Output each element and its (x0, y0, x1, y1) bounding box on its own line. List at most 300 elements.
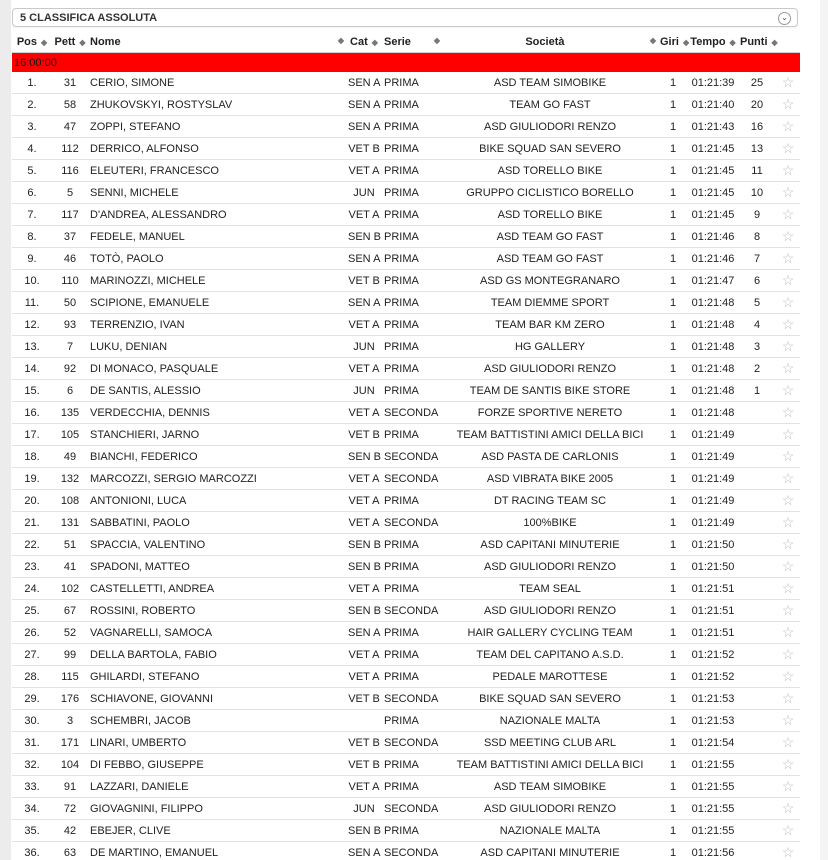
left-gutter (0, 0, 11, 860)
table-row[interactable] (12, 644, 800, 666)
time-cell: 01:21:49 (688, 490, 738, 512)
name-cell: CASTELLETTI, ANDREA (88, 578, 346, 600)
position-cell: 26. (12, 622, 52, 644)
table-row[interactable] (12, 446, 800, 468)
star-icon[interactable]: ☆ (776, 424, 800, 446)
points-cell (738, 732, 776, 754)
table-row[interactable] (12, 226, 800, 248)
name-cell: EBEJER, CLIVE (88, 820, 346, 842)
category-cell: SEN A (346, 842, 382, 860)
star-icon[interactable]: ☆ (776, 314, 800, 336)
position-cell: 21. (12, 512, 52, 534)
team-cell: TEAM DIEMME SPORT (442, 292, 658, 314)
laps-cell: 1 (658, 138, 688, 160)
category-cell: SEN B (346, 226, 382, 248)
table-row[interactable] (12, 468, 800, 490)
table-row[interactable] (12, 314, 800, 336)
category-cell: VET A (346, 358, 382, 380)
results-table (12, 32, 800, 860)
position-cell: 15. (12, 380, 52, 402)
star-icon[interactable]: ☆ (776, 204, 800, 226)
star-icon[interactable]: ☆ (776, 380, 800, 402)
table-row[interactable] (12, 490, 800, 512)
name-cell: SCHIAVONE, GIOVANNI (88, 688, 346, 710)
position-cell: 30. (12, 710, 52, 732)
star-icon[interactable]: ☆ (776, 578, 800, 600)
star-icon[interactable]: ☆ (776, 798, 800, 820)
table-row[interactable] (12, 600, 800, 622)
laps-cell: 1 (658, 820, 688, 842)
table-row[interactable] (12, 754, 800, 776)
table-row[interactable] (12, 622, 800, 644)
laps-cell: 1 (658, 490, 688, 512)
star-icon[interactable]: ☆ (776, 226, 800, 248)
position-cell: 31. (12, 732, 52, 754)
laps-cell: 1 (658, 270, 688, 292)
team-cell: ASD GS MONTEGRANARO (442, 270, 658, 292)
points-cell (738, 578, 776, 600)
series-cell: SECONDA (382, 732, 442, 754)
series-cell: PRIMA (382, 754, 442, 776)
series-cell: PRIMA (382, 776, 442, 798)
series-cell: PRIMA (382, 490, 442, 512)
laps-cell: 1 (658, 358, 688, 380)
table-row[interactable] (12, 358, 800, 380)
series-cell: PRIMA (382, 182, 442, 204)
name-cell: ANTONIONI, LUCA (88, 490, 346, 512)
time-cell: 01:21:52 (688, 644, 738, 666)
time-cell: 01:21:48 (688, 314, 738, 336)
position-cell: 4. (12, 138, 52, 160)
name-cell: DE SANTIS, ALESSIO (88, 380, 346, 402)
star-icon[interactable]: ☆ (776, 776, 800, 798)
laps-cell: 1 (658, 94, 688, 116)
points-cell: 8 (738, 226, 776, 248)
time-cell: 01:21:48 (688, 380, 738, 402)
category-cell: SEN B (346, 534, 382, 556)
name-cell: LINARI, UMBERTO (88, 732, 346, 754)
sort-icon[interactable]: ◆ (433, 36, 440, 45)
team-cell: ASD PASTA DE CARLONIS (442, 446, 658, 468)
star-icon[interactable]: ☆ (776, 270, 800, 292)
points-cell (738, 688, 776, 710)
category-cell: VET B (346, 138, 382, 160)
points-cell (738, 446, 776, 468)
team-cell: DT RACING TEAM SC (442, 490, 658, 512)
position-cell: 16. (12, 402, 52, 424)
star-icon[interactable]: ☆ (776, 556, 800, 578)
col-header-favorite (776, 32, 800, 53)
series-cell: PRIMA (382, 644, 442, 666)
series-cell: PRIMA (382, 424, 442, 446)
category-cell: SEN B (346, 820, 382, 842)
name-cell: DE MARTINO, EMANUEL (88, 842, 346, 860)
points-cell (738, 424, 776, 446)
position-cell: 29. (12, 688, 52, 710)
table-row[interactable] (12, 72, 800, 94)
sort-icon[interactable]: ◆ (771, 38, 778, 47)
team-cell: TEAM DEL CAPITANO A.S.D. (442, 644, 658, 666)
position-cell: 22. (12, 534, 52, 556)
time-cell: 01:21:56 (688, 842, 738, 860)
time-cell: 01:21:55 (688, 776, 738, 798)
time-cell: 01:21:49 (688, 468, 738, 490)
table-row[interactable] (12, 666, 800, 688)
star-icon[interactable]: ☆ (776, 446, 800, 468)
star-icon[interactable]: ☆ (776, 688, 800, 710)
table-row[interactable] (12, 138, 800, 160)
category-cell: JUN (346, 380, 382, 402)
star-icon[interactable]: ☆ (776, 468, 800, 490)
category-cell: SEN B (346, 446, 382, 468)
laps-cell: 1 (658, 182, 688, 204)
team-cell: NAZIONALE MALTA (442, 820, 658, 842)
star-icon[interactable]: ☆ (776, 644, 800, 666)
star-icon[interactable]: ☆ (776, 292, 800, 314)
position-cell: 25. (12, 600, 52, 622)
table-row[interactable] (12, 424, 800, 446)
star-icon[interactable]: ☆ (776, 72, 800, 94)
col-header-pett[interactable]: Pett ◆ (52, 32, 88, 53)
series-cell: SECONDA (382, 402, 442, 424)
points-cell (738, 512, 776, 534)
bib-cell: 47 (52, 116, 88, 138)
bib-cell: 117 (52, 204, 88, 226)
time-cell: 01:21:50 (688, 534, 738, 556)
col-header-nome[interactable]: Nome ◆ (88, 32, 346, 53)
bib-cell: 110 (52, 270, 88, 292)
bib-cell: 115 (52, 666, 88, 688)
star-icon[interactable]: ☆ (776, 666, 800, 688)
table-row[interactable] (12, 578, 800, 600)
col-header-cat[interactable]: Cat ◆ (346, 32, 382, 53)
laps-cell: 1 (658, 512, 688, 534)
star-icon[interactable]: ☆ (776, 402, 800, 424)
star-icon[interactable]: ☆ (776, 182, 800, 204)
series-cell: PRIMA (382, 292, 442, 314)
star-icon[interactable]: ☆ (776, 336, 800, 358)
star-icon[interactable]: ☆ (776, 534, 800, 556)
category-cell: VET A (346, 468, 382, 490)
bib-cell: 132 (52, 468, 88, 490)
points-cell (738, 600, 776, 622)
col-header-pos[interactable]: Pos ◆ (12, 32, 52, 53)
star-icon[interactable]: ☆ (776, 600, 800, 622)
bib-cell: 6 (52, 380, 88, 402)
table-row[interactable] (12, 402, 800, 424)
team-cell: GRUPPO CICLISTICO BORELLO (442, 182, 658, 204)
table-row[interactable] (12, 380, 800, 402)
time-group-label: 16:00:00 (12, 53, 800, 73)
team-cell: ASD GIULIODORI RENZO (442, 116, 658, 138)
table-row[interactable] (12, 94, 800, 116)
series-cell: SECONDA (382, 842, 442, 860)
col-header-giri[interactable]: Giri ◆ (658, 32, 688, 53)
series-cell: PRIMA (382, 336, 442, 358)
col-header-punti[interactable]: Punti ◆ (738, 32, 776, 53)
series-cell: PRIMA (382, 160, 442, 182)
points-cell (738, 710, 776, 732)
series-cell: PRIMA (382, 314, 442, 336)
sort-icon[interactable]: ◆ (337, 36, 344, 45)
category-cell: JUN (346, 336, 382, 358)
bib-cell: 49 (52, 446, 88, 468)
team-cell: NAZIONALE MALTA (442, 710, 658, 732)
col-header-serie[interactable]: Serie ◆ (382, 32, 442, 53)
position-cell: 36. (12, 842, 52, 860)
name-cell: DELLA BARTOLA, FABIO (88, 644, 346, 666)
table-row[interactable] (12, 336, 800, 358)
name-cell: DERRICO, ALFONSO (88, 138, 346, 160)
time-cell: 01:21:48 (688, 292, 738, 314)
bib-cell: 63 (52, 842, 88, 860)
star-icon[interactable]: ☆ (776, 820, 800, 842)
bib-cell: 3 (52, 710, 88, 732)
category-cell: SEN A (346, 622, 382, 644)
time-cell: 01:21:51 (688, 600, 738, 622)
series-cell: PRIMA (382, 710, 442, 732)
bib-cell: 37 (52, 226, 88, 248)
points-cell (738, 644, 776, 666)
points-cell (738, 842, 776, 860)
name-cell: CERIO, SIMONE (88, 72, 346, 94)
star-icon[interactable]: ☆ (776, 842, 800, 860)
star-icon[interactable]: ☆ (776, 116, 800, 138)
series-cell: PRIMA (382, 226, 442, 248)
team-cell: BIKE SQUAD SAN SEVERO (442, 138, 658, 160)
series-cell: PRIMA (382, 578, 442, 600)
laps-cell: 1 (658, 534, 688, 556)
points-cell: 6 (738, 270, 776, 292)
laps-cell: 1 (658, 446, 688, 468)
points-cell (738, 622, 776, 644)
points-cell: 25 (738, 72, 776, 94)
category-cell: VET A (346, 666, 382, 688)
time-cell: 01:21:43 (688, 116, 738, 138)
points-cell: 13 (738, 138, 776, 160)
position-cell: 11. (12, 292, 52, 314)
category-cell: VET B (346, 424, 382, 446)
bib-cell: 52 (52, 622, 88, 644)
time-cell: 01:21:51 (688, 578, 738, 600)
points-cell (738, 402, 776, 424)
table-row[interactable] (12, 270, 800, 292)
name-cell: SPADONI, MATTEO (88, 556, 346, 578)
bib-cell: 131 (52, 512, 88, 534)
position-cell: 24. (12, 578, 52, 600)
table-row[interactable] (12, 512, 800, 534)
sort-icon[interactable]: ◆ (729, 38, 736, 47)
position-cell: 6. (12, 182, 52, 204)
sort-icon[interactable]: ◆ (371, 38, 378, 47)
position-cell: 1. (12, 72, 52, 94)
bib-cell: 5 (52, 182, 88, 204)
team-cell: ASD GIULIODORI RENZO (442, 798, 658, 820)
bib-cell: 42 (52, 820, 88, 842)
series-cell: SECONDA (382, 798, 442, 820)
name-cell: TERRENZIO, IVAN (88, 314, 346, 336)
sort-icon[interactable]: ◆ (79, 38, 86, 47)
bib-cell: 46 (52, 248, 88, 270)
laps-cell: 1 (658, 798, 688, 820)
category-cell: VET A (346, 314, 382, 336)
scrollbar[interactable] (820, 0, 828, 860)
team-cell: BIKE SQUAD SAN SEVERO (442, 688, 658, 710)
table-row[interactable] (12, 820, 800, 842)
table-row[interactable] (12, 292, 800, 314)
name-cell: BIANCHI, FEDERICO (88, 446, 346, 468)
classification-select[interactable] (12, 8, 798, 27)
series-cell: PRIMA (382, 666, 442, 688)
series-cell: PRIMA (382, 380, 442, 402)
team-cell: TEAM BATTISTINI AMICI DELLA BICI (442, 754, 658, 776)
star-icon[interactable]: ☆ (776, 732, 800, 754)
category-cell: VET B (346, 688, 382, 710)
points-cell: 2 (738, 358, 776, 380)
position-cell: 32. (12, 754, 52, 776)
position-cell: 33. (12, 776, 52, 798)
bib-cell: 58 (52, 94, 88, 116)
star-icon[interactable]: ☆ (776, 622, 800, 644)
laps-cell: 1 (658, 336, 688, 358)
position-cell: 14. (12, 358, 52, 380)
time-cell: 01:21:45 (688, 160, 738, 182)
category-cell: SEN B (346, 600, 382, 622)
laps-cell: 1 (658, 468, 688, 490)
category-cell: VET A (346, 578, 382, 600)
table-row[interactable] (12, 116, 800, 138)
series-cell: PRIMA (382, 138, 442, 160)
table-row[interactable] (12, 182, 800, 204)
laps-cell: 1 (658, 666, 688, 688)
series-cell: PRIMA (382, 94, 442, 116)
bib-cell: 72 (52, 798, 88, 820)
time-cell: 01:21:54 (688, 732, 738, 754)
time-cell: 01:21:51 (688, 622, 738, 644)
table-row[interactable] (12, 160, 800, 182)
category-cell: SEN A (346, 94, 382, 116)
table-row[interactable] (12, 204, 800, 226)
points-cell: 11 (738, 160, 776, 182)
time-cell: 01:21:53 (688, 710, 738, 732)
team-cell: TEAM GO FAST (442, 94, 658, 116)
star-icon[interactable]: ☆ (776, 138, 800, 160)
time-cell: 01:21:46 (688, 226, 738, 248)
name-cell: TOTÒ, PAOLO (88, 248, 346, 270)
star-icon[interactable]: ☆ (776, 710, 800, 732)
table-row[interactable] (12, 798, 800, 820)
points-cell (738, 776, 776, 798)
time-cell: 01:21:55 (688, 754, 738, 776)
series-cell: SECONDA (382, 600, 442, 622)
laps-cell: 1 (658, 204, 688, 226)
position-cell: 27. (12, 644, 52, 666)
laps-cell: 1 (658, 160, 688, 182)
bib-cell: 116 (52, 160, 88, 182)
laps-cell: 1 (658, 292, 688, 314)
laps-cell: 1 (658, 380, 688, 402)
table-row[interactable] (12, 534, 800, 556)
star-icon[interactable]: ☆ (776, 754, 800, 776)
name-cell: ZHUKOVSKYI, ROSTYSLAV (88, 94, 346, 116)
col-header-tempo[interactable]: Tempo ◆ (688, 32, 738, 53)
bib-cell: 135 (52, 402, 88, 424)
team-cell: ASD GIULIODORI RENZO (442, 600, 658, 622)
laps-cell: 1 (658, 776, 688, 798)
team-cell: ASD CAPITANI MINUTERIE (442, 534, 658, 556)
points-cell (738, 534, 776, 556)
position-cell: 8. (12, 226, 52, 248)
star-icon[interactable]: ☆ (776, 512, 800, 534)
team-cell: TEAM SEAL (442, 578, 658, 600)
time-cell: 01:21:50 (688, 556, 738, 578)
sort-icon[interactable]: ◆ (682, 38, 690, 47)
team-cell: ASD TEAM GO FAST (442, 248, 658, 270)
team-cell: HAIR GALLERY CYCLING TEAM (442, 622, 658, 644)
table-row[interactable] (12, 776, 800, 798)
bib-cell: 99 (52, 644, 88, 666)
star-icon[interactable]: ☆ (776, 160, 800, 182)
bib-cell: 104 (52, 754, 88, 776)
table-row[interactable] (12, 556, 800, 578)
table-row[interactable] (12, 732, 800, 754)
sort-icon[interactable]: ◆ (649, 36, 656, 45)
star-icon[interactable]: ☆ (776, 248, 800, 270)
name-cell: GHILARDI, STEFANO (88, 666, 346, 688)
chevron-down-icon[interactable]: ⌄ (778, 12, 791, 25)
star-icon[interactable]: ☆ (776, 490, 800, 512)
series-cell: PRIMA (382, 622, 442, 644)
team-cell: ASD TORELLO BIKE (442, 160, 658, 182)
team-cell: ASD TORELLO BIKE (442, 204, 658, 226)
star-icon[interactable]: ☆ (776, 94, 800, 116)
team-cell: TEAM DE SANTIS BIKE STORE (442, 380, 658, 402)
points-cell: 16 (738, 116, 776, 138)
star-icon[interactable]: ☆ (776, 358, 800, 380)
table-row[interactable] (12, 842, 800, 860)
team-cell: ASD TEAM SIMOBIKE (442, 776, 658, 798)
laps-cell: 1 (658, 754, 688, 776)
team-cell: FORZE SPORTIVE NERETO (442, 402, 658, 424)
name-cell: DI MONACO, PASQUALE (88, 358, 346, 380)
team-cell: ASD CAPITANI MINUTERIE (442, 842, 658, 860)
table-row[interactable] (12, 710, 800, 732)
sort-icon[interactable]: ◆ (41, 38, 48, 47)
table-row[interactable] (12, 688, 800, 710)
category-cell: SEN A (346, 72, 382, 94)
table-row[interactable] (12, 248, 800, 270)
team-cell: SSD MEETING CLUB ARL (442, 732, 658, 754)
name-cell: LAZZARI, DANIELE (88, 776, 346, 798)
series-cell: PRIMA (382, 820, 442, 842)
name-cell: VERDECCHIA, DENNIS (88, 402, 346, 424)
points-cell (738, 798, 776, 820)
position-cell: 12. (12, 314, 52, 336)
time-cell: 01:21:45 (688, 138, 738, 160)
name-cell: VAGNARELLI, SAMOCA (88, 622, 346, 644)
category-cell: VET A (346, 402, 382, 424)
points-cell (738, 820, 776, 842)
position-cell: 2. (12, 94, 52, 116)
category-cell: VET B (346, 270, 382, 292)
name-cell: SCHEMBRI, JACOB (88, 710, 346, 732)
position-cell: 18. (12, 446, 52, 468)
col-header-societa[interactable]: Società ◆ (442, 32, 658, 53)
position-cell: 5. (12, 160, 52, 182)
time-cell: 01:21:55 (688, 798, 738, 820)
position-cell: 19. (12, 468, 52, 490)
name-cell: DI FEBBO, GIUSEPPE (88, 754, 346, 776)
